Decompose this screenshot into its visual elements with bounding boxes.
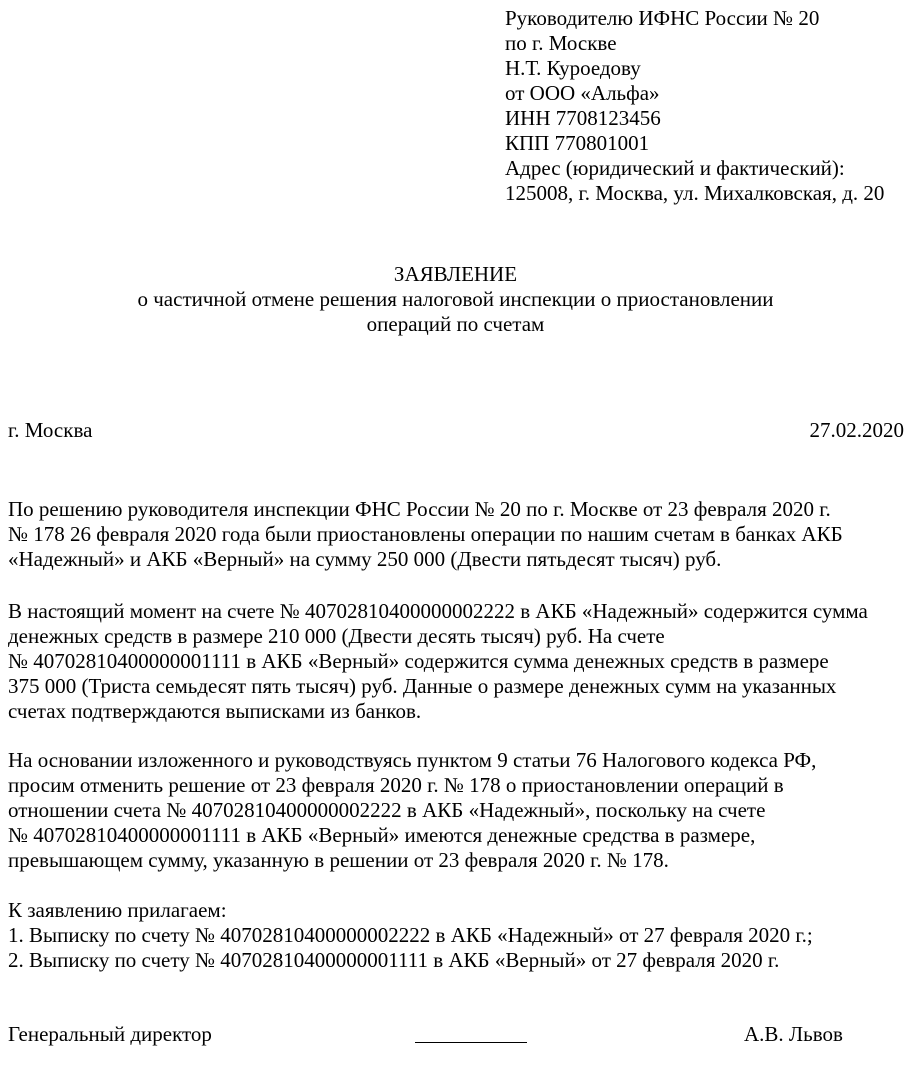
document-heading: ЗАЯВЛЕНИЕ: [393, 262, 518, 286]
attachments-block: [8, 898, 813, 973]
addressee-block: [505, 6, 884, 206]
document-subtitle-line: операций по счетам: [366, 312, 545, 336]
document-title-block: [0, 262, 911, 337]
body-line: просим отменить решение от 23 февраля 2020 г. № 178 о приостановлении операций в: [8, 773, 784, 797]
body-line: денежных средств в размере 210 000 (Двести десять тысяч) руб. На счете: [8, 624, 665, 648]
signature-name: А.В. Львов: [744, 1022, 843, 1046]
addressee-line: Н.Т. Куроедову: [505, 56, 641, 80]
addressee-line: ИНН 7708123456: [505, 106, 661, 130]
addressee-line: от ООО «Альфа»: [505, 81, 660, 105]
body-line: превышающем сумму, указанную в решении от 23 февраля 2020 г. № 178.: [8, 848, 669, 872]
signature-position: Генеральный директор: [8, 1022, 212, 1046]
addressee-line: 125008, г. Москва, ул. Михалковская, д. 20: [505, 181, 885, 205]
place: г. Москва: [8, 418, 93, 442]
addressee-line: Адрес (юридический и фактический):: [505, 156, 845, 180]
date: 27.02.2020: [809, 418, 904, 442]
body-paragraph-2: [8, 599, 868, 724]
signature-line: [415, 1042, 527, 1043]
addressee-line: по г. Москве: [505, 31, 617, 55]
body-line: 375 000 (Триста семьдесят пять тысяч) руб. Данные о размере денежных сумм на указанных: [8, 674, 837, 698]
attachment-item: 1. Выписку по счету № 40702810400000002222 в АКБ «Надежный» от 27 февраля 2020 г.;: [8, 923, 813, 947]
body-paragraph-1: [8, 497, 843, 572]
body-line: № 40702810400000001111 в АКБ «Верный» имеются денежные средства в размере,: [8, 823, 756, 847]
body-line: счетах подтверждаются выписками из банков.: [8, 699, 422, 723]
body-line: отношении счета № 40702810400000002222 в АКБ «Надежный», поскольку на счете: [8, 798, 766, 822]
body-line: На основании изложенного и руководствуясь пунктом 9 статьи 76 Налогового кодекса РФ,: [8, 748, 817, 772]
addressee-line: КПП 770801001: [505, 131, 650, 155]
attachments-intro: К заявлению прилагаем:: [8, 898, 227, 922]
document-subtitle-line: о частичной отмене решения налоговой инспекции о приостановлении: [137, 287, 774, 311]
body-line: В настоящий момент на счете № 40702810400000002222 в АКБ «Надежный» содержится сумма: [8, 599, 868, 623]
addressee-line: Руководителю ИФНС России № 20: [505, 6, 820, 30]
body-line: № 40702810400000001111 в АКБ «Верный» содержится сумма денежных средств в размере: [8, 649, 829, 673]
body-paragraph-3: [8, 748, 816, 873]
body-line: № 178 26 февраля 2020 года были приостановлены операции по нашим счетам в банках АКБ: [8, 522, 843, 546]
body-line: «Надежный» и АКБ «Верный» на сумму 250 000 (Двести пятьдесят тысяч) руб.: [8, 547, 722, 571]
body-line: По решению руководителя инспекции ФНС России № 20 по г. Москве от 23 февраля 2020 г.: [8, 497, 831, 521]
attachment-item: 2. Выписку по счету № 40702810400000001111 в АКБ «Верный» от 27 февраля 2020 г.: [8, 948, 780, 972]
